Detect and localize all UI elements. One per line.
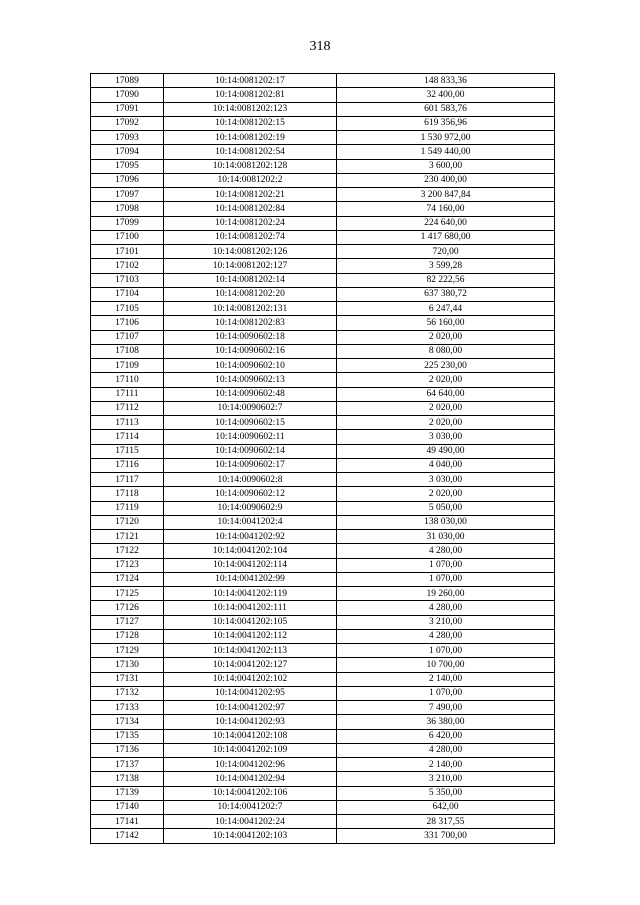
cadastral-number-cell: 10:14:0041202:102 [164,672,337,686]
cadastral-number-cell: 10:14:0041202:105 [164,615,337,629]
cadastral-number-cell: 10:14:0081202:123 [164,102,337,116]
row-number-cell: 17139 [91,786,164,800]
table-row [91,572,555,586]
cadastral-number-cell: 10:14:0081202:74 [164,230,337,244]
row-number-cell: 17104 [91,287,164,301]
row-number-cell: 17117 [91,473,164,487]
table-row [91,644,555,658]
table-row [91,401,555,415]
row-number-cell: 17124 [91,572,164,586]
cadastral-value-cell: 31 030,00 [337,530,555,544]
cadastral-number-cell: 10:14:0081202:19 [164,131,337,145]
cadastral-value-cell: 331 700,00 [337,829,555,843]
table-row [91,487,555,501]
cadastral-number-cell: 10:14:0090602:11 [164,430,337,444]
table-row [91,88,555,102]
table-row [91,316,555,330]
table-row [91,815,555,829]
cadastral-value-cell: 1 070,00 [337,644,555,658]
cadastral-value-cell: 2 020,00 [337,373,555,387]
table-row [91,259,555,273]
cadastral-number-cell: 10:14:0081202:128 [164,159,337,173]
cadastral-value-cell: 2 140,00 [337,758,555,772]
cadastral-value-cell: 3 210,00 [337,772,555,786]
table-row [91,330,555,344]
table-row [91,344,555,358]
cadastral-number-cell: 10:14:0090602:10 [164,359,337,373]
row-number-cell: 17142 [91,829,164,843]
cadastral-value-cell: 3 030,00 [337,473,555,487]
table-row [91,430,555,444]
row-number-cell: 17092 [91,116,164,130]
table-row [91,116,555,130]
cadastral-value-cell: 619 356,96 [337,116,555,130]
row-number-cell: 17089 [91,74,164,88]
cadastral-value-cell: 6 420,00 [337,729,555,743]
cadastral-value-cell: 19 260,00 [337,587,555,601]
registry-table [90,73,555,844]
cadastral-value-cell: 601 583,76 [337,102,555,116]
table-row [91,829,555,843]
cadastral-number-cell: 10:14:0041202:96 [164,758,337,772]
cadastral-value-cell: 10 700,00 [337,658,555,672]
cadastral-value-cell: 7 490,00 [337,701,555,715]
row-number-cell: 17105 [91,302,164,316]
table-row [91,601,555,615]
cadastral-number-cell: 10:14:0041202:99 [164,572,337,586]
cadastral-value-cell: 642,00 [337,800,555,814]
row-number-cell: 17138 [91,772,164,786]
cadastral-value-cell: 2 020,00 [337,401,555,415]
cadastral-number-cell: 10:14:0081202:14 [164,273,337,287]
table-row [91,501,555,515]
table-row [91,373,555,387]
cadastral-number-cell: 10:14:0041202:103 [164,829,337,843]
table-row [91,444,555,458]
table-row [91,287,555,301]
row-number-cell: 17099 [91,216,164,230]
row-number-cell: 17094 [91,145,164,159]
row-number-cell: 17095 [91,159,164,173]
table-row [91,74,555,88]
cadastral-number-cell: 10:14:0081202:83 [164,316,337,330]
row-number-cell: 17135 [91,729,164,743]
row-number-cell: 17114 [91,430,164,444]
row-number-cell: 17126 [91,601,164,615]
row-number-cell: 17130 [91,658,164,672]
table-row [91,473,555,487]
table-row [91,145,555,159]
table-row [91,245,555,259]
row-number-cell: 17110 [91,373,164,387]
cadastral-number-cell: 10:14:0041202:93 [164,715,337,729]
row-number-cell: 17115 [91,444,164,458]
row-number-cell: 17113 [91,416,164,430]
table-row [91,772,555,786]
cadastral-number-cell: 10:14:0041202:113 [164,644,337,658]
registry-table-body [91,74,555,844]
cadastral-value-cell: 2 020,00 [337,416,555,430]
cadastral-value-cell: 5 050,00 [337,501,555,515]
row-number-cell: 17123 [91,558,164,572]
table-row [91,273,555,287]
table-row [91,515,555,529]
cadastral-number-cell: 10:14:0081202:21 [164,188,337,202]
table-row [91,615,555,629]
row-number-cell: 17132 [91,686,164,700]
table-row [91,701,555,715]
row-number-cell: 17131 [91,672,164,686]
cadastral-value-cell: 225 230,00 [337,359,555,373]
row-number-cell: 17107 [91,330,164,344]
cadastral-number-cell: 10:14:0041202:114 [164,558,337,572]
cadastral-number-cell: 10:14:0041202:112 [164,629,337,643]
row-number-cell: 17136 [91,743,164,757]
row-number-cell: 17102 [91,259,164,273]
cadastral-number-cell: 10:14:0090602:13 [164,373,337,387]
cadastral-value-cell: 3 210,00 [337,615,555,629]
cadastral-value-cell: 8 080,00 [337,344,555,358]
row-number-cell: 17119 [91,501,164,515]
table-row [91,159,555,173]
cadastral-value-cell: 3 200 847,84 [337,188,555,202]
cadastral-value-cell: 1 549 440,00 [337,145,555,159]
cadastral-value-cell: 82 222,56 [337,273,555,287]
cadastral-number-cell: 10:14:0081202:2 [164,173,337,187]
table-row [91,800,555,814]
cadastral-number-cell: 10:14:0041202:97 [164,701,337,715]
table-row [91,216,555,230]
cadastral-value-cell: 6 247,44 [337,302,555,316]
cadastral-value-cell: 4 280,00 [337,629,555,643]
cadastral-value-cell: 4 280,00 [337,743,555,757]
cadastral-value-cell: 49 490,00 [337,444,555,458]
table-row [91,230,555,244]
row-number-cell: 17103 [91,273,164,287]
table-row [91,359,555,373]
cadastral-number-cell: 10:14:0041202:109 [164,743,337,757]
row-number-cell: 17096 [91,173,164,187]
cadastral-value-cell: 2 020,00 [337,487,555,501]
cadastral-number-cell: 10:14:0041202:4 [164,515,337,529]
row-number-cell: 17127 [91,615,164,629]
cadastral-value-cell: 230 400,00 [337,173,555,187]
cadastral-number-cell: 10:14:0081202:127 [164,259,337,273]
row-number-cell: 17101 [91,245,164,259]
table-row [91,530,555,544]
table-row [91,715,555,729]
cadastral-value-cell: 4 040,00 [337,458,555,472]
row-number-cell: 17100 [91,230,164,244]
cadastral-value-cell: 138 030,00 [337,515,555,529]
row-number-cell: 17129 [91,644,164,658]
cadastral-value-cell: 637 380,72 [337,287,555,301]
cadastral-number-cell: 10:14:0090602:12 [164,487,337,501]
cadastral-number-cell: 10:14:0081202:84 [164,202,337,216]
table-row [91,672,555,686]
table-row [91,458,555,472]
cadastral-number-cell: 10:14:0041202:106 [164,786,337,800]
cadastral-number-cell: 10:14:0041202:104 [164,544,337,558]
cadastral-number-cell: 10:14:0081202:24 [164,216,337,230]
cadastral-value-cell: 74 160,00 [337,202,555,216]
row-number-cell: 17121 [91,530,164,544]
cadastral-value-cell: 2 140,00 [337,672,555,686]
cadastral-number-cell: 10:14:0041202:94 [164,772,337,786]
cadastral-value-cell: 5 350,00 [337,786,555,800]
cadastral-number-cell: 10:14:0081202:17 [164,74,337,88]
table-row [91,173,555,187]
page-number: 318 [309,39,331,54]
cadastral-number-cell: 10:14:0041202:108 [164,729,337,743]
cadastral-value-cell: 4 280,00 [337,601,555,615]
cadastral-number-cell: 10:14:0081202:15 [164,116,337,130]
cadastral-value-cell: 224 640,00 [337,216,555,230]
table-row [91,387,555,401]
cadastral-number-cell: 10:14:0090602:18 [164,330,337,344]
row-number-cell: 17112 [91,401,164,415]
cadastral-number-cell: 10:14:0090602:14 [164,444,337,458]
row-number-cell: 17093 [91,131,164,145]
cadastral-value-cell: 64 640,00 [337,387,555,401]
row-number-cell: 17128 [91,629,164,643]
table-row [91,416,555,430]
cadastral-number-cell: 10:14:0041202:95 [164,686,337,700]
row-number-cell: 17108 [91,344,164,358]
row-number-cell: 17097 [91,188,164,202]
cadastral-number-cell: 10:14:0041202:111 [164,601,337,615]
cadastral-number-cell: 10:14:0090602:48 [164,387,337,401]
table-row [91,629,555,643]
row-number-cell: 17141 [91,815,164,829]
table-row [91,587,555,601]
cadastral-value-cell: 56 160,00 [337,316,555,330]
cadastral-number-cell: 10:14:0090602:17 [164,458,337,472]
table-row [91,743,555,757]
cadastral-value-cell: 3 599,28 [337,259,555,273]
cadastral-value-cell: 4 280,00 [337,544,555,558]
cadastral-value-cell: 36 380,00 [337,715,555,729]
cadastral-value-cell: 720,00 [337,245,555,259]
cadastral-number-cell: 10:14:0081202:131 [164,302,337,316]
row-number-cell: 17137 [91,758,164,772]
cadastral-value-cell: 32 400,00 [337,88,555,102]
table-row [91,302,555,316]
cadastral-value-cell: 1 417 680,00 [337,230,555,244]
row-number-cell: 17122 [91,544,164,558]
table-row [91,686,555,700]
row-number-cell: 17111 [91,387,164,401]
cadastral-number-cell: 10:14:0090602:8 [164,473,337,487]
cadastral-value-cell: 2 020,00 [337,330,555,344]
row-number-cell: 17134 [91,715,164,729]
table-row [91,202,555,216]
cadastral-value-cell: 3 600,00 [337,159,555,173]
row-number-cell: 17098 [91,202,164,216]
row-number-cell: 17091 [91,102,164,116]
table-row [91,102,555,116]
row-number-cell: 17090 [91,88,164,102]
row-number-cell: 17106 [91,316,164,330]
cadastral-value-cell: 148 833,36 [337,74,555,88]
table-row [91,131,555,145]
row-number-cell: 17116 [91,458,164,472]
cadastral-value-cell: 1 530 972,00 [337,131,555,145]
cadastral-value-cell: 1 070,00 [337,572,555,586]
cadastral-number-cell: 10:14:0090602:15 [164,416,337,430]
table-row [91,188,555,202]
cadastral-number-cell: 10:14:0041202:24 [164,815,337,829]
table-row [91,729,555,743]
table-row [91,758,555,772]
cadastral-number-cell: 10:14:0081202:81 [164,88,337,102]
cadastral-number-cell: 10:14:0081202:20 [164,287,337,301]
cadastral-number-cell: 10:14:0090602:16 [164,344,337,358]
cadastral-number-cell: 10:14:0081202:126 [164,245,337,259]
cadastral-value-cell: 1 070,00 [337,558,555,572]
cadastral-number-cell: 10:14:0090602:7 [164,401,337,415]
cadastral-number-cell: 10:14:0041202:119 [164,587,337,601]
row-number-cell: 17120 [91,515,164,529]
table-row [91,544,555,558]
row-number-cell: 17109 [91,359,164,373]
cadastral-number-cell: 10:14:0090602:9 [164,501,337,515]
row-number-cell: 17118 [91,487,164,501]
row-number-cell: 17140 [91,800,164,814]
table-row [91,658,555,672]
cadastral-value-cell: 28 317,55 [337,815,555,829]
cadastral-value-cell: 1 070,00 [337,686,555,700]
cadastral-number-cell: 10:14:0041202:7 [164,800,337,814]
table-row [91,558,555,572]
cadastral-number-cell: 10:14:0041202:127 [164,658,337,672]
cadastral-number-cell: 10:14:0081202:54 [164,145,337,159]
table-row [91,786,555,800]
row-number-cell: 17125 [91,587,164,601]
cadastral-number-cell: 10:14:0041202:92 [164,530,337,544]
row-number-cell: 17133 [91,701,164,715]
cadastral-value-cell: 3 030,00 [337,430,555,444]
